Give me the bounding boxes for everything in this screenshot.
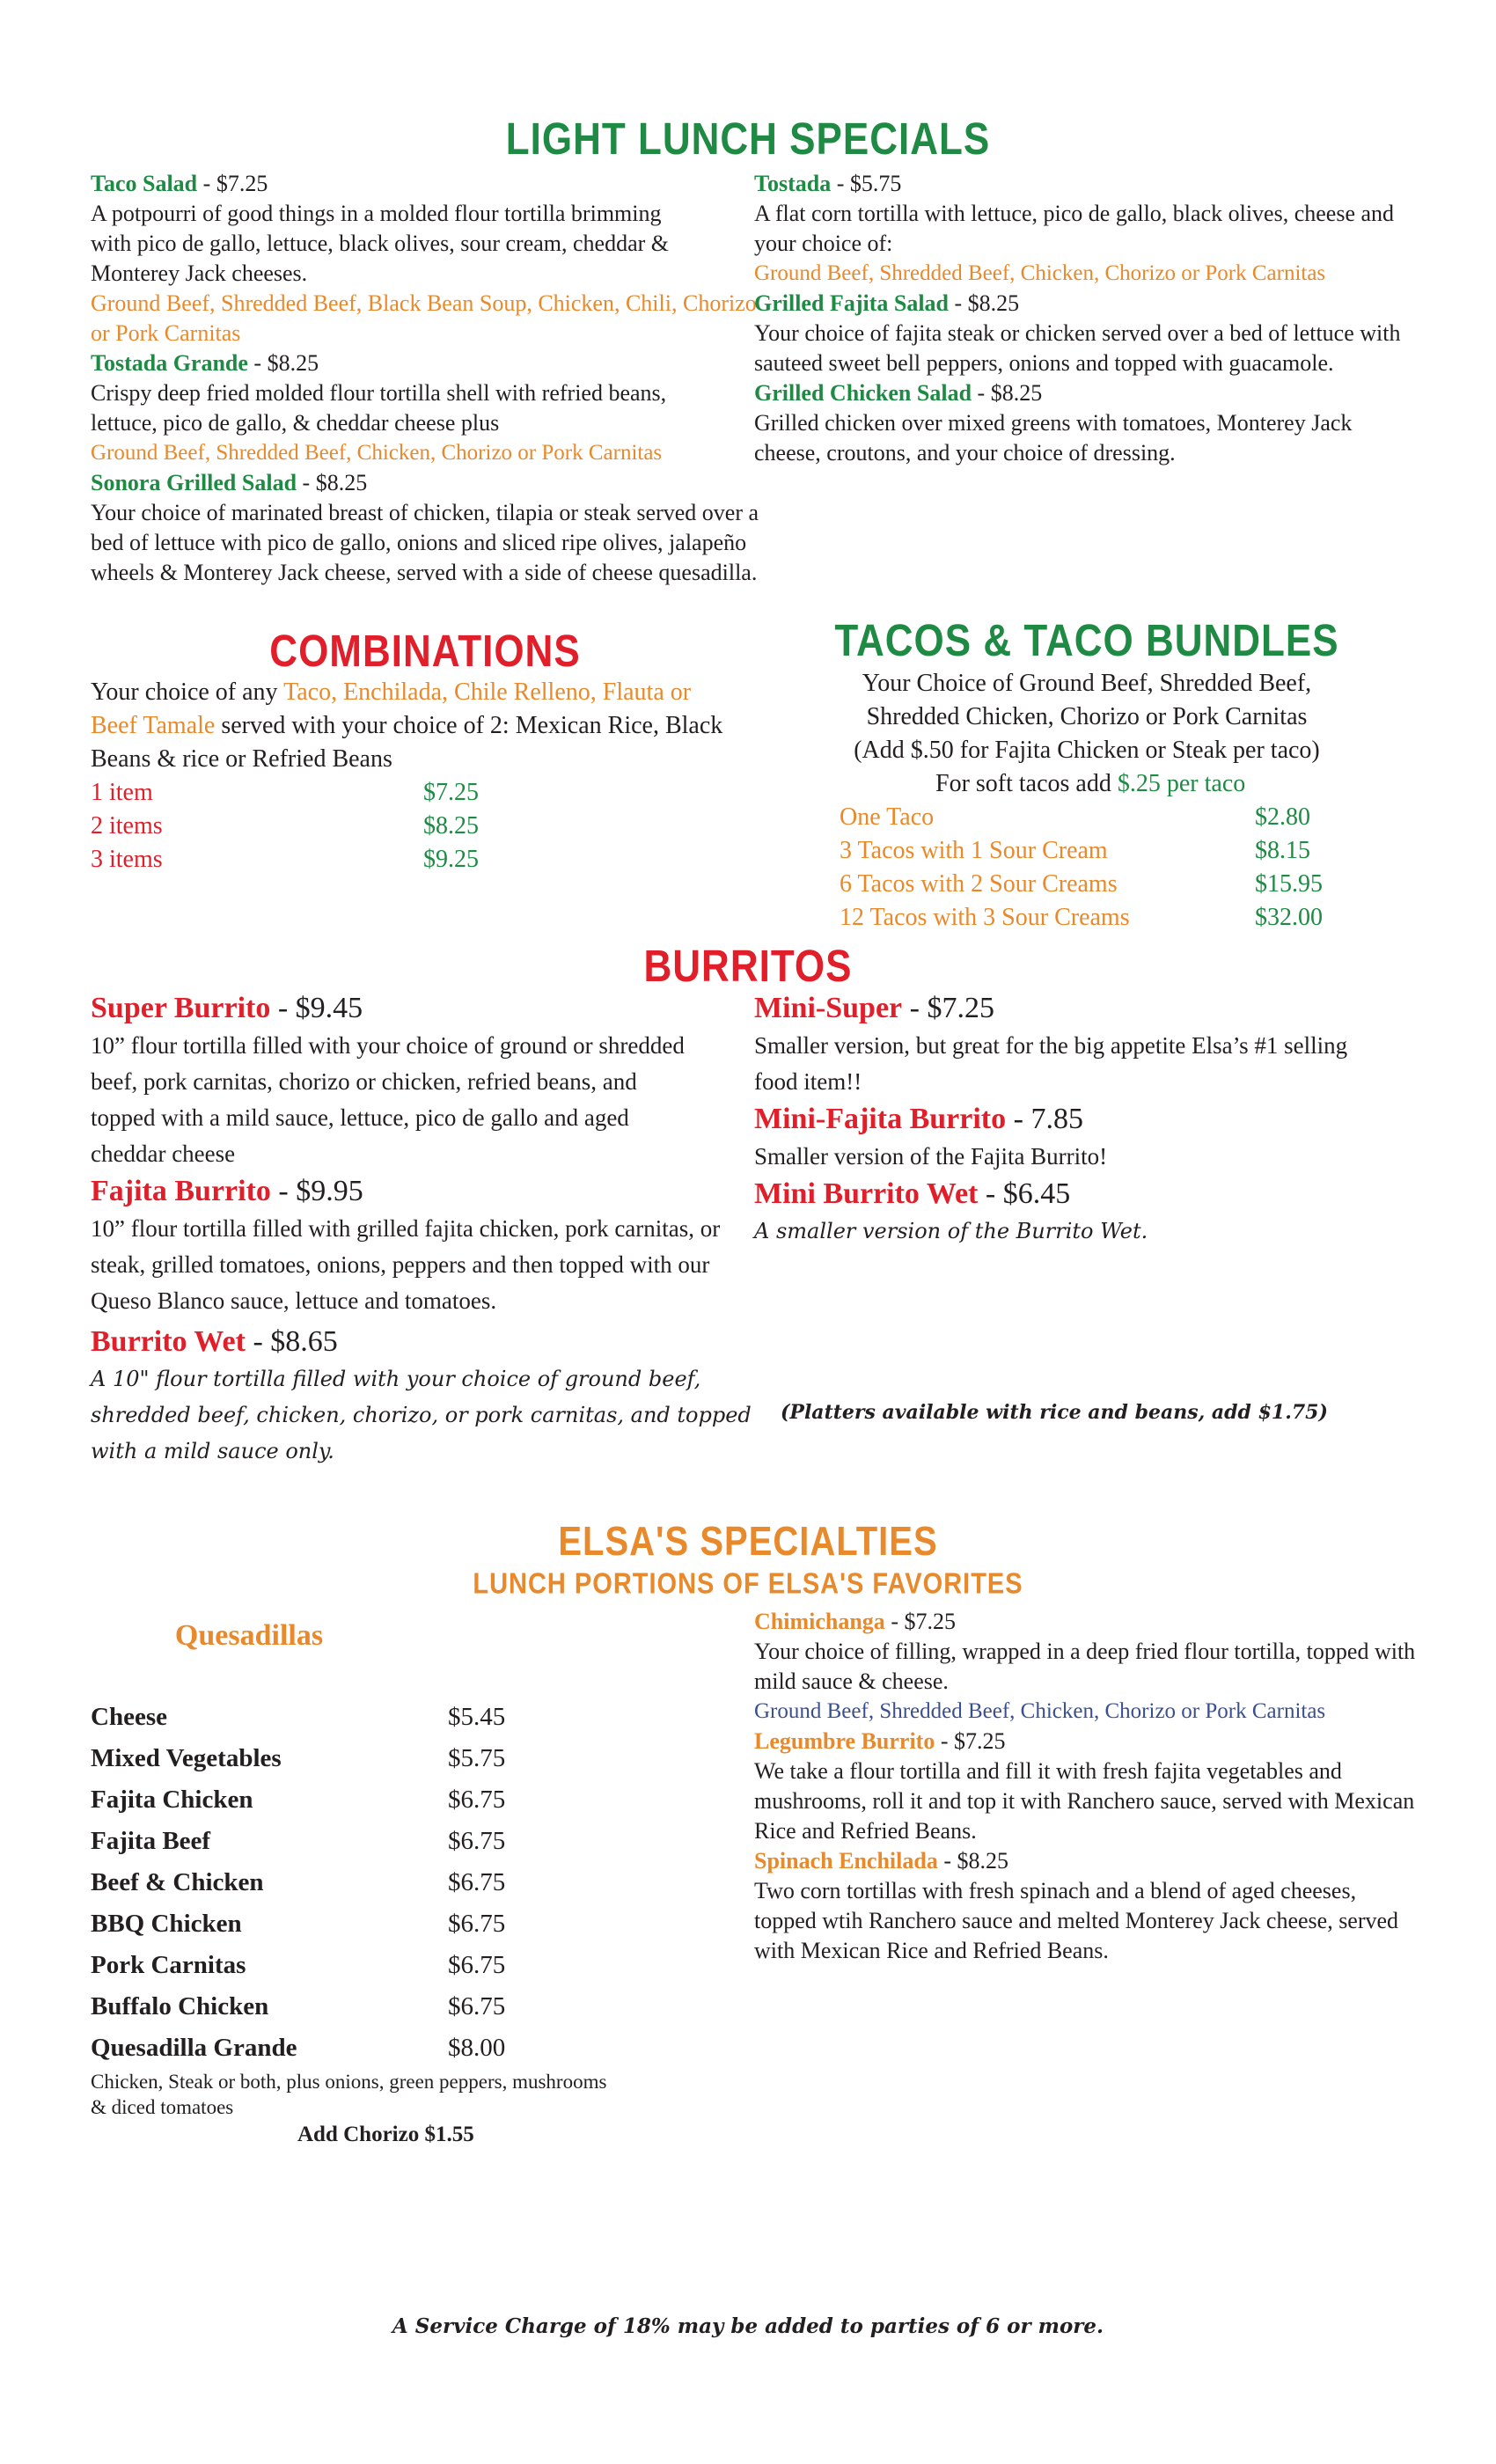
taco-row	[840, 901, 1408, 935]
quesadillas-list	[91, 1697, 707, 2147]
item-name: Burrito Wet	[91, 1325, 246, 1358]
quesadilla-name: Pork Carnitas	[91, 1951, 246, 1979]
item-price: - $8.25	[248, 350, 319, 376]
tacos-section	[766, 667, 1408, 935]
quesadilla-row	[91, 2028, 707, 2069]
combo-label: 3 items	[91, 846, 163, 873]
quesadilla-name: Quesadilla Grande	[91, 2034, 297, 2062]
combinations-intro	[91, 676, 724, 776]
taco-label: One Taco	[840, 803, 935, 831]
menu-item-grilled-chicken-salad	[754, 378, 1423, 468]
intro-sides: served with your choice of 2: Mexican Rice, Black Beans & rice or Refried Beans	[91, 712, 723, 773]
combo-row	[91, 810, 724, 843]
combo-price: $7.25	[423, 779, 479, 806]
item-options: Ground Beef, Shredded Beef, Chicken, Chorizo or Pork Carnitas	[754, 1699, 1326, 1723]
item-price: - $9.95	[271, 1175, 363, 1207]
item-desc: Smaller version of the Fajita Burrito!	[754, 1143, 1108, 1170]
item-desc: Grilled chicken over mixed greens with tomatoes, Monterey Jack cheese, croutons, and your choice of dressing.	[754, 410, 1353, 466]
item-price: - $9.45	[270, 992, 363, 1024]
quesadilla-name: Buffalo Chicken	[91, 1992, 269, 2020]
item-desc: A 10" flour tortilla filled with your choice of ground beef, shredded beef, chicken, chorizo, or pork carnitas, and topped with a mild sauce only.	[91, 1367, 752, 1463]
item-price: - $8.65	[246, 1325, 338, 1358]
quesadilla-price: $8.00	[448, 2034, 506, 2062]
quesadilla-price: $6.75	[448, 1827, 506, 1855]
combo-price: $8.25	[423, 812, 479, 840]
item-name: Tostada Grande	[91, 350, 248, 376]
taco-price: $2.80	[1255, 803, 1310, 831]
quesadilla-name: Cheese	[91, 1703, 167, 1731]
item-name: Legumbre Burrito	[754, 1728, 935, 1754]
item-name: Fajita Burrito	[91, 1175, 271, 1207]
combinations-title: COMBINATIONS	[269, 627, 581, 677]
menu-item-sonora-grilled-salad	[91, 468, 759, 588]
tacos-line-1: Your Choice of Ground Beef, Shredded Beef,	[862, 670, 1312, 697]
item-price: - $7.25	[885, 1609, 956, 1634]
item-name: Mini-Super	[754, 992, 903, 1024]
menu-item-tostada-grande	[91, 348, 759, 468]
quesadilla-name: Beef & Chicken	[91, 1868, 264, 1896]
menu-item-fajita-burrito	[91, 1172, 759, 1319]
menu-item-grilled-fajita-salad	[754, 289, 1423, 378]
tacos-title: TACOS & TACO BUNDLES	[834, 616, 1339, 666]
menu-item-mini-super	[754, 989, 1423, 1100]
quesadilla-name: BBQ Chicken	[91, 1910, 242, 1938]
quesadilla-row	[91, 1821, 707, 1862]
menu-item-super-burrito	[91, 989, 759, 1172]
item-desc: A smaller version of the Burrito Wet.	[754, 1219, 1148, 1243]
item-name: Sonora Grilled Salad	[91, 470, 297, 495]
menu-item-spinach-enchilada	[754, 1846, 1423, 1966]
intro-text: Your choice of any	[91, 678, 284, 706]
light-lunch-right-column	[754, 169, 1423, 468]
combo-row	[91, 843, 724, 876]
taco-row	[840, 868, 1408, 901]
item-name: Mini-Fajita Burrito	[754, 1103, 1007, 1135]
item-price: - $8.25	[972, 380, 1042, 406]
item-desc: Your choice of filling, wrapped in a deep fried flour tortilla, topped with mild sauce & cheese.	[754, 1639, 1416, 1694]
quesadilla-row	[91, 1945, 707, 1986]
item-price: - $7.25	[935, 1728, 1005, 1754]
item-name: Chimichanga	[754, 1609, 885, 1634]
taco-row	[840, 834, 1408, 868]
item-price: - 7.85	[1006, 1103, 1083, 1135]
combinations-price-list	[91, 776, 724, 876]
menu-item-mini-fajita-burrito	[754, 1100, 1423, 1175]
menu-item-burrito-wet	[91, 1323, 759, 1470]
item-desc: Your choice of marinated breast of chicken, tilapia or steak served over a bed of lettuce with pico de gallo, onions and sliced ripe olives, jalapeño wheels & Monterey Jack cheese, served with a side of cheese quesadilla.	[91, 500, 759, 585]
item-price: - $5.75	[831, 171, 901, 196]
specialties-title: ELSA'S SPECIALTIES	[558, 1519, 938, 1565]
quesadilla-name: Fajita Chicken	[91, 1786, 253, 1814]
item-desc: A potpourri of good things in a molded flour tortilla brimming with pico de gallo, lettuce, black olives, sour cream, cheddar & Monterey Jack cheeses.	[91, 201, 669, 286]
item-name: Super Burrito	[91, 992, 271, 1024]
item-name: Grilled Chicken Salad	[754, 380, 972, 406]
quesadilla-price: $5.75	[448, 1744, 506, 1772]
item-desc: Two corn tortillas with fresh spinach and a blend of aged cheeses, topped wtih Ranchero sauce and melted Monterey Jack cheese, served with Mexican Rice and Refried Beans.	[754, 1878, 1399, 1963]
taco-price: $32.00	[1255, 904, 1323, 931]
quesadilla-row	[91, 1738, 707, 1779]
quesadillas-title	[91, 1619, 715, 1653]
quesadilla-price: $6.75	[448, 1910, 506, 1938]
item-name: Spinach Enchilada	[754, 1848, 938, 1874]
quesadilla-row	[91, 1903, 707, 1945]
light-lunch-title: LIGHT LUNCH SPECIALS	[505, 114, 991, 165]
specialties-subtitle: LUNCH PORTIONS OF ELSA'S FAVORITES	[473, 1567, 1023, 1601]
item-desc: We take a flour tortilla and fill it with fresh fajita vegetables and mushrooms, roll it and top it with Ranchero sauce, served with Mexican Rice and Refried Beans.	[754, 1758, 1415, 1844]
combo-choices: Taco, Enchilada, Chile Relleno, Flauta or Beef Tamale	[91, 678, 692, 739]
add-chorizo: Add Chorizo $1.55	[297, 2123, 474, 2146]
tacos-line-3: (Add $.50 for Fajita Chicken or Steak per taco)	[854, 737, 1320, 764]
quesadilla-name: Mixed Vegetables	[91, 1744, 282, 1772]
taco-label: 6 Tacos with 2 Sour Creams	[840, 870, 1118, 898]
item-name: Grilled Fajita Salad	[754, 290, 949, 316]
item-desc: A flat corn tortilla with lettuce, pico de gallo, black olives, cheese and your choice of:	[754, 201, 1395, 256]
platters-note: (Platters available with rice and beans, add $1.75)	[781, 1401, 1328, 1424]
item-desc: Smaller version, but great for the big appetite Elsa’s #1 selling food item!!	[754, 1032, 1348, 1095]
quesadilla-row	[91, 1779, 707, 1821]
item-price: - $8.25	[297, 470, 367, 495]
quesadilla-price: $6.75	[448, 1951, 506, 1979]
menu-item-tostada	[754, 169, 1423, 289]
taco-price: $8.15	[1255, 837, 1310, 864]
quesadilla-price: $6.75	[448, 1786, 506, 1814]
soft-price: $.25 per taco	[1117, 770, 1246, 797]
item-price: - $7.25	[902, 992, 994, 1024]
combo-row	[91, 776, 724, 810]
taco-price: $15.95	[1255, 870, 1323, 898]
taco-row	[840, 801, 1408, 834]
item-name: Taco Salad	[91, 171, 198, 196]
burritos-left-column	[91, 989, 759, 1470]
item-price: - $8.25	[949, 290, 1019, 316]
item-options: Ground Beef, Shredded Beef, Black Bean Soup, Chicken, Chili, Chorizo or Pork Carnitas	[91, 290, 757, 346]
quesadilla-row	[91, 1697, 707, 1738]
item-price: - $8.25	[938, 1848, 1008, 1874]
menu-item-taco-salad	[91, 169, 759, 348]
quesadilla-row	[91, 1986, 707, 2028]
item-desc: 10” flour tortilla filled with your choice of ground or shredded beef, pork carnitas, chorizo or chicken, refried beans, and topped with a mild sauce, lettuce, pico de gallo and aged cheddar cheese	[91, 1032, 685, 1167]
combo-label: 2 items	[91, 812, 163, 840]
menu-item-chimichanga	[754, 1607, 1423, 1727]
menu-item-legumbre-burrito	[754, 1727, 1423, 1846]
item-name: Tostada	[754, 171, 832, 196]
combinations-section	[91, 676, 724, 876]
tacos-line-2: Shredded Chicken, Chorizo or Pork Carnitas	[866, 703, 1308, 730]
quesadilla-price: $5.45	[448, 1703, 506, 1731]
item-price: - $7.25	[197, 171, 268, 196]
item-options: Ground Beef, Shredded Beef, Chicken, Chorizo or Pork Carnitas	[91, 441, 663, 465]
item-desc: Your choice of fajita steak or chicken served over a bed of lettuce with sauteed sweet bell peppers, onions and topped with guacamole.	[754, 320, 1401, 376]
combo-price: $9.25	[423, 846, 479, 873]
grande-desc: Chicken, Steak or both, plus onions, green peppers, mushrooms & diced tomatoes	[91, 2071, 607, 2118]
quesadilla-name: Fajita Beef	[91, 1827, 211, 1855]
quesadillas-heading: Quesadillas	[174, 1619, 324, 1652]
quesadilla-price: $6.75	[448, 1992, 506, 2020]
item-name: Mini Burrito Wet	[754, 1177, 979, 1210]
burritos-right-column	[754, 989, 1423, 1250]
service-charge-note: A Service Charge of 18% may be added to parties of 6 or more.	[392, 2314, 1104, 2338]
combo-label: 1 item	[91, 779, 153, 806]
soft-prefix: For soft tacos add	[935, 770, 1118, 797]
soft-tacos-note	[766, 767, 1408, 801]
item-desc: Crispy deep fried molded flour tortilla shell with refried beans, lettuce, pico de gallo, & cheddar cheese plus	[91, 380, 667, 436]
quesadilla-price: $6.75	[448, 1868, 506, 1896]
menu-item-mini-burrito-wet	[754, 1175, 1423, 1250]
item-desc: 10” flour tortilla filled with grilled fajita chicken, pork carnitas, or steak, grilled tomatoes, onions, peppers and then topped with our Queso Blanco sauce, lettuce and tomatoes.	[91, 1215, 721, 1314]
taco-label: 3 Tacos with 1 Sour Cream	[840, 837, 1108, 864]
light-lunch-left-column	[91, 169, 759, 588]
item-options: Ground Beef, Shredded Beef, Chicken, Chorizo or Pork Carnitas	[754, 261, 1326, 285]
taco-label: 12 Tacos with 3 Sour Creams	[840, 904, 1130, 931]
item-price: - $6.45	[978, 1177, 1070, 1210]
quesadilla-row	[91, 1862, 707, 1903]
tacos-price-list	[766, 801, 1408, 935]
specialties-right-column	[754, 1607, 1423, 1966]
burritos-title: BURRITOS	[643, 942, 853, 992]
